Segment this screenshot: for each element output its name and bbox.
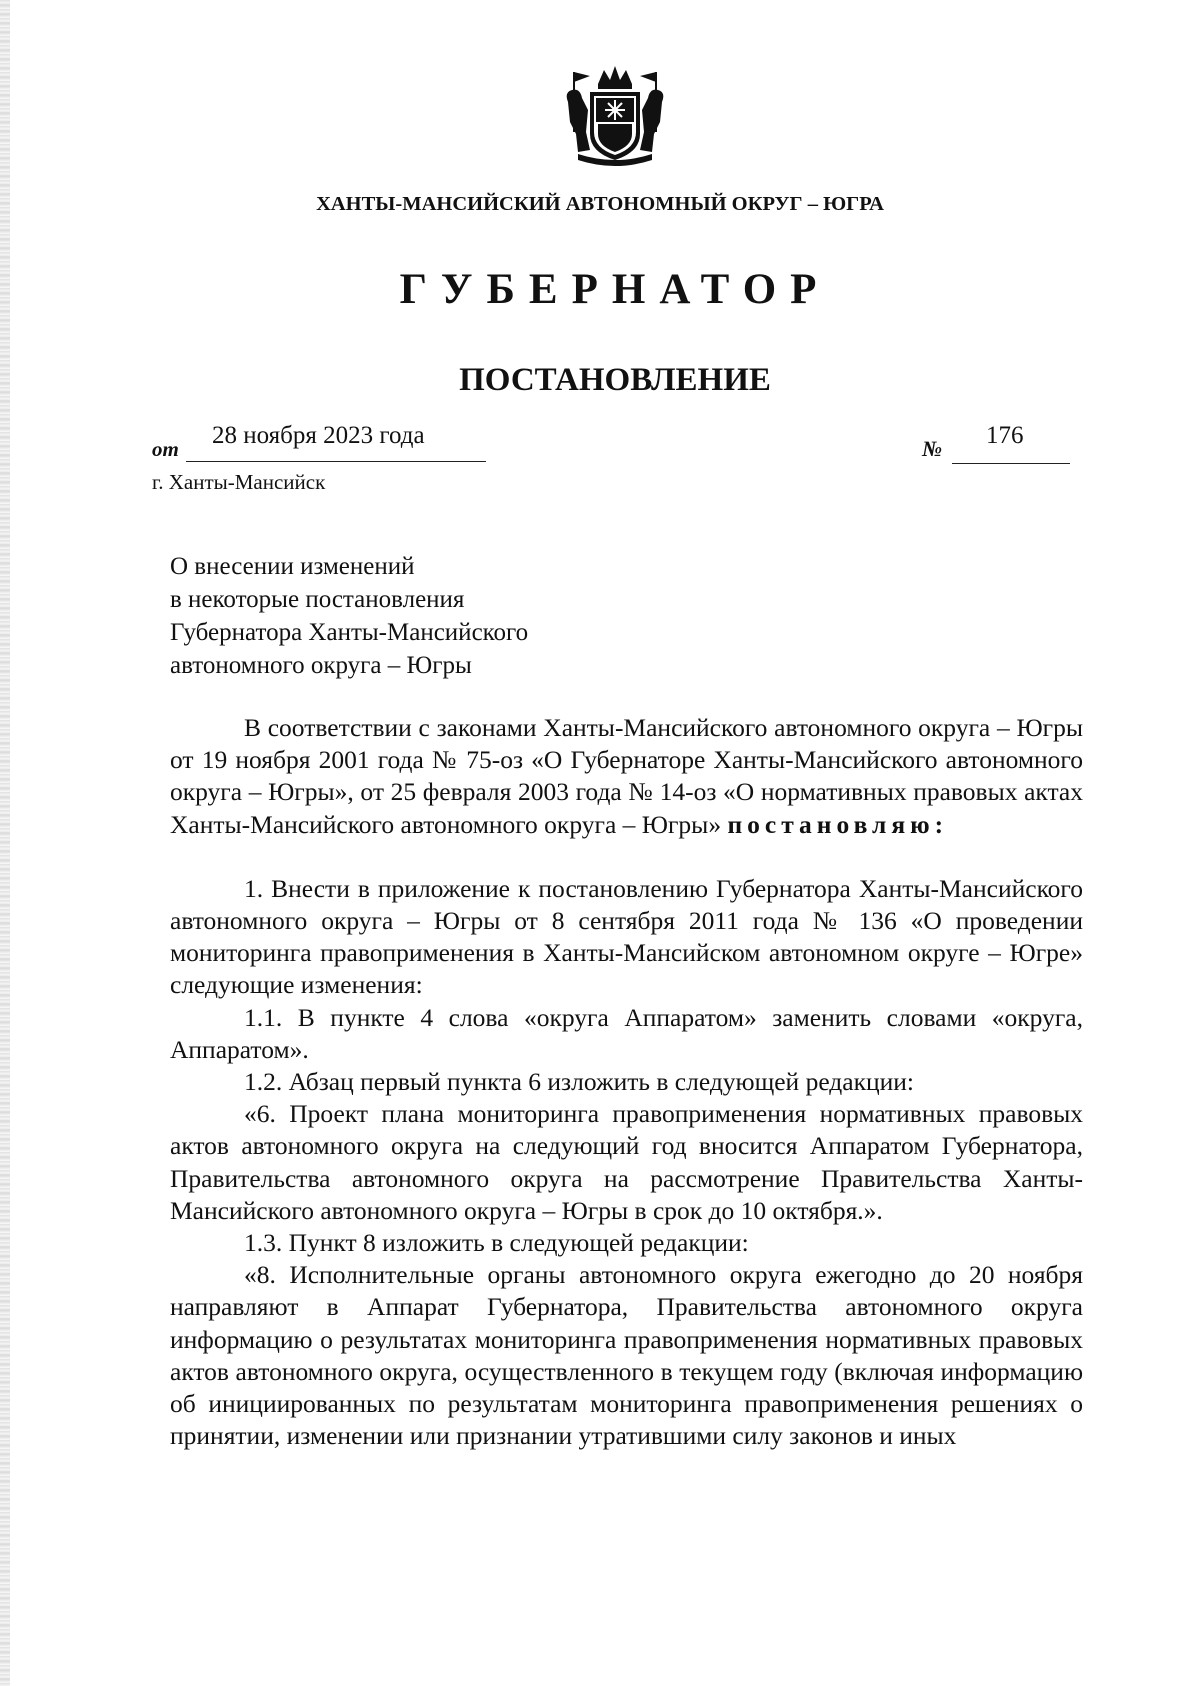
subject-line: Губернатора Ханты-Мансийского [170,619,529,646]
document-number: 176 [986,422,1024,449]
document-subject [170,550,528,682]
document-type-heading: ПОСТАНОВЛЕНИЕ [459,362,771,398]
document-date: 28 ноября 2023 года [212,422,425,449]
document-body [170,712,1083,1452]
region-name: ХАНТЫ-МАНСИЙСКИЙ АВТОНОМНЫЙ ОКРУГ – ЮГРА [316,193,884,215]
authority-heading: ГУБЕРНАТОР [399,266,831,313]
preamble-paragraph [170,712,1083,841]
number-underline [952,463,1070,464]
number-label: № [922,436,943,461]
resolve-word: постановляю [727,809,935,839]
paragraph-1-2: 1.2. Абзац первый пункта 6 изложить в следующей редакции: [244,1067,915,1097]
paragraph-1-1: 1.1. В пункте 4 слова «округа Аппаратом» заменить словами «округа, Аппаратом». [170,1002,1083,1064]
paragraph-quote-6: «6. Проект плана мониторинга правоприменения нормативных правовых актов автономного округа на следующий год вносится Аппаратом Губернатора, Правительства автономного округа на рассмотрение Правительства Ханты-Мансийского автономного округа – Югры в срок до 10 октября.». [170,1099,1083,1225]
date-label: от [152,437,179,461]
paragraph-quote-8: «8. Исполнительные органы автономного округа ежегодно до 20 ноября направляют в Аппарат Губернатора, Правительства автономного округа информацию о результатах мониторинга правоприменения нормативных правовых актов автономного округа, осуществленного в текущем году (включая информацию об инициированных по результатам мониторинга правоприменения решениях о принятии, изменении или признании утратившими силу законов и иных [170,1260,1083,1451]
paragraph-1-3: 1.3. Пункт 8 изложить в следующей редакции: [244,1228,749,1258]
subject-line: в некоторые постановления [170,586,465,613]
paragraph-1: 1. Внести в приложение к постановлению Губернатора Ханты-Мансийского автономного округа – Югры от 8 сентября 2011 года № 136 «О проведении мониторинга правоприменения в Ханты-Мансийском автономном округе – Югре» следующие изменения: [170,873,1083,1000]
city-name: г. Ханты-Мансийск [152,470,326,494]
resolve-colon: : [934,809,944,839]
coat-of-arms-emblem [560,62,670,172]
preamble-text: В соответствии с законами Ханты-Мансийского автономного округа – Югры от 19 ноября 2001 года № 75-оз «О Губернаторе Ханты-Мансийского автономного округа – Югры», от 25 февраля 2003 года № 14-оз «О нормативных правовых актах Ханты-Мансийского автономного округа – Югры» [170,713,1083,839]
subject-line: автономного округа – Югры [170,652,472,679]
date-underline [186,461,486,462]
subject-line: О внесении изменений [170,553,415,580]
